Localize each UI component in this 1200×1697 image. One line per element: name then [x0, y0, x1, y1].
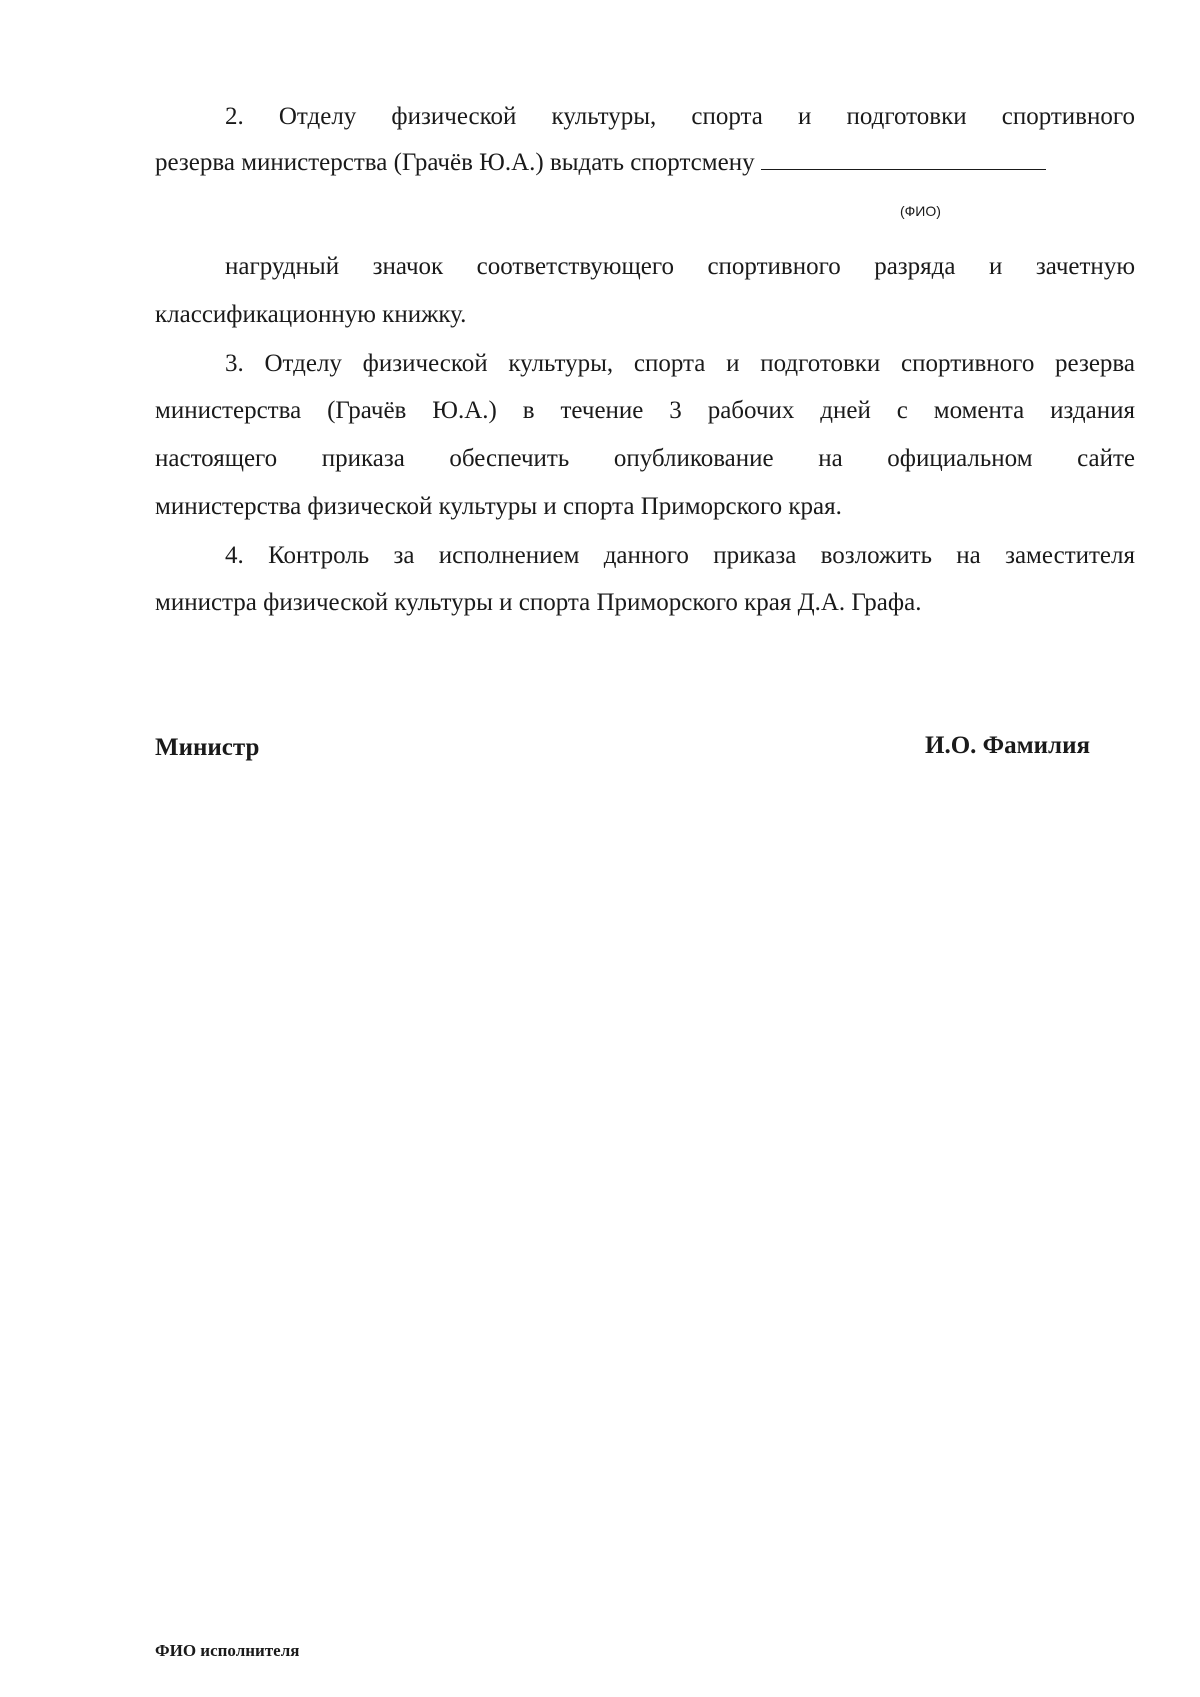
paragraph-4-line-2: министра физической культуры и спорта Приморского края Д.А. Графа. [155, 589, 922, 616]
paragraph-2-line-2 [155, 147, 1140, 178]
paragraph-2-line-1: 2. Отделу физической культуры, спорта и подготовки спортивного [225, 103, 1135, 130]
executor-label: ФИО исполнителя [155, 1641, 300, 1660]
signature-title: Министр [155, 734, 260, 761]
paragraph-2-line-3: нагрудный значок соответствующего спортивного разряда и зачетную [225, 253, 1135, 280]
paragraph-3-line-1: 3. Отделу физической культуры, спорта и подготовки спортивного резерва [225, 350, 1135, 377]
paragraph-4-line-1: 4. Контроль за исполнением данного приказа возложить на заместителя [225, 542, 1135, 569]
paragraph-2-line-4: классификационную книжку. [155, 301, 467, 328]
fio-caption: (ФИО) [900, 203, 941, 219]
paragraph-3-line-3: настоящего приказа обеспечить опубликование на официальном сайте [155, 445, 1135, 472]
fio-blank-line [761, 147, 1046, 170]
paragraph-3-line-2: министерства (Грачёв Ю.А.) в течение 3 рабочих дней с момента издания [155, 397, 1135, 424]
paragraph-3-line-4: министерства физической культуры и спорта Приморского края. [155, 493, 842, 520]
signature-name: И.О. Фамилия [925, 732, 1091, 759]
paragraph-2-line-2-text: резерва министерства (Грачёв Ю.А.) выдать спортсмену [155, 149, 755, 176]
